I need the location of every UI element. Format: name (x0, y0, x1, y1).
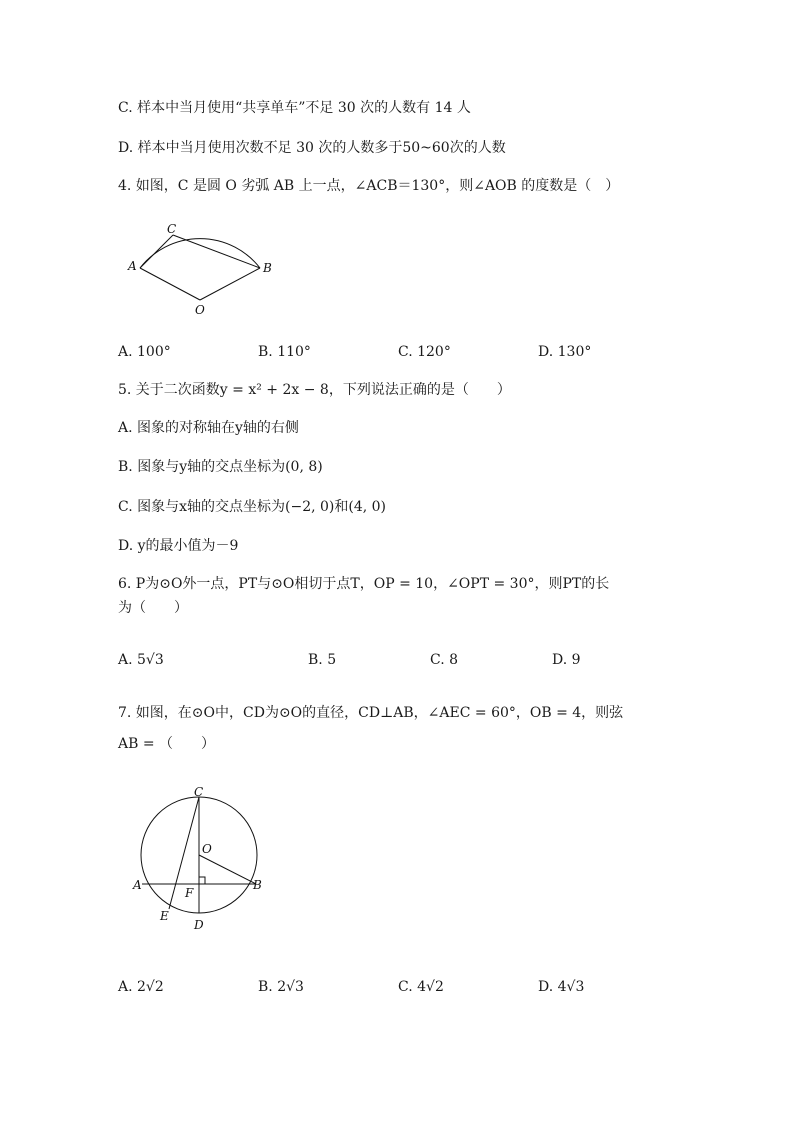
q4-option-d: D. 130° (538, 344, 592, 360)
q6-option-c: C. 8 (430, 652, 459, 668)
fig7-label-d: D (194, 918, 204, 932)
fig7-label-o: O (202, 842, 212, 856)
question-6-line1: 6. P为⊙O外一点，PT与⊙O相切于点T，OP = 10，∠OPT = 30°，则PT的长 (118, 576, 610, 592)
q5-option-c: C. 图象与x轴的交点坐标为(−2, 0)和(4, 0) (118, 499, 387, 515)
fig7-label-c: C (194, 785, 204, 799)
fig7-label-a: A (133, 878, 142, 892)
q4-option-b: B. 110° (258, 344, 311, 360)
figure-q4 (120, 220, 280, 330)
q6-option-b: B. 5 (308, 652, 337, 668)
fig4-label-a: A (128, 259, 137, 273)
fig4-label-b: B (263, 261, 272, 275)
option-3c: C. 样本中当月使用“共享单车”不足 30 次的人数有 14 人 (118, 100, 471, 116)
q7-option-d: D. 4√3 (538, 979, 585, 995)
q5-option-a: A. 图象的对称轴在y轴的右侧 (118, 420, 299, 436)
q5-option-d: D. y的最小值为－9 (118, 538, 239, 554)
q7-option-c: C. 4√2 (398, 979, 444, 995)
fig4-label-o: O (195, 303, 205, 317)
q7-option-b: B. 2√3 (258, 979, 304, 995)
q4-option-a: A. 100° (118, 344, 171, 360)
fig7-label-e: E (160, 909, 169, 923)
q6-option-a: A. 5√3 (118, 652, 164, 668)
fig7-label-b: B (253, 878, 262, 892)
fig4-label-c: C (167, 222, 177, 236)
question-7-line2: AB = （ ） (118, 736, 216, 752)
question-6-line2: 为（ ） (118, 600, 188, 616)
option-3d: D. 样本中当月使用次数不足 30 次的人数多于50~60次的人数 (118, 140, 506, 156)
q6-option-d: D. 9 (552, 652, 581, 668)
question-5: 5. 关于二次函数y = x² + 2x − 8，下列说法正确的是（ ） (118, 382, 511, 398)
figure-q7 (128, 783, 278, 933)
q4-option-c: C. 120° (398, 344, 451, 360)
q5-option-b: B. 图象与y轴的交点坐标为(0, 8) (118, 459, 323, 475)
question-7-line1: 7. 如图，在⊙O中，CD为⊙O的直径，CD⊥AB，∠AEC = 60°，OB = 4，则弦 (118, 705, 624, 721)
q7-option-a: A. 2√2 (118, 979, 164, 995)
fig7-label-f: F (185, 886, 194, 900)
question-4: 4. 如图，C 是圆 O 劣弧 AB 上一点，∠ACB＝130°，则∠AOB 的度数是（ ） (118, 178, 620, 194)
